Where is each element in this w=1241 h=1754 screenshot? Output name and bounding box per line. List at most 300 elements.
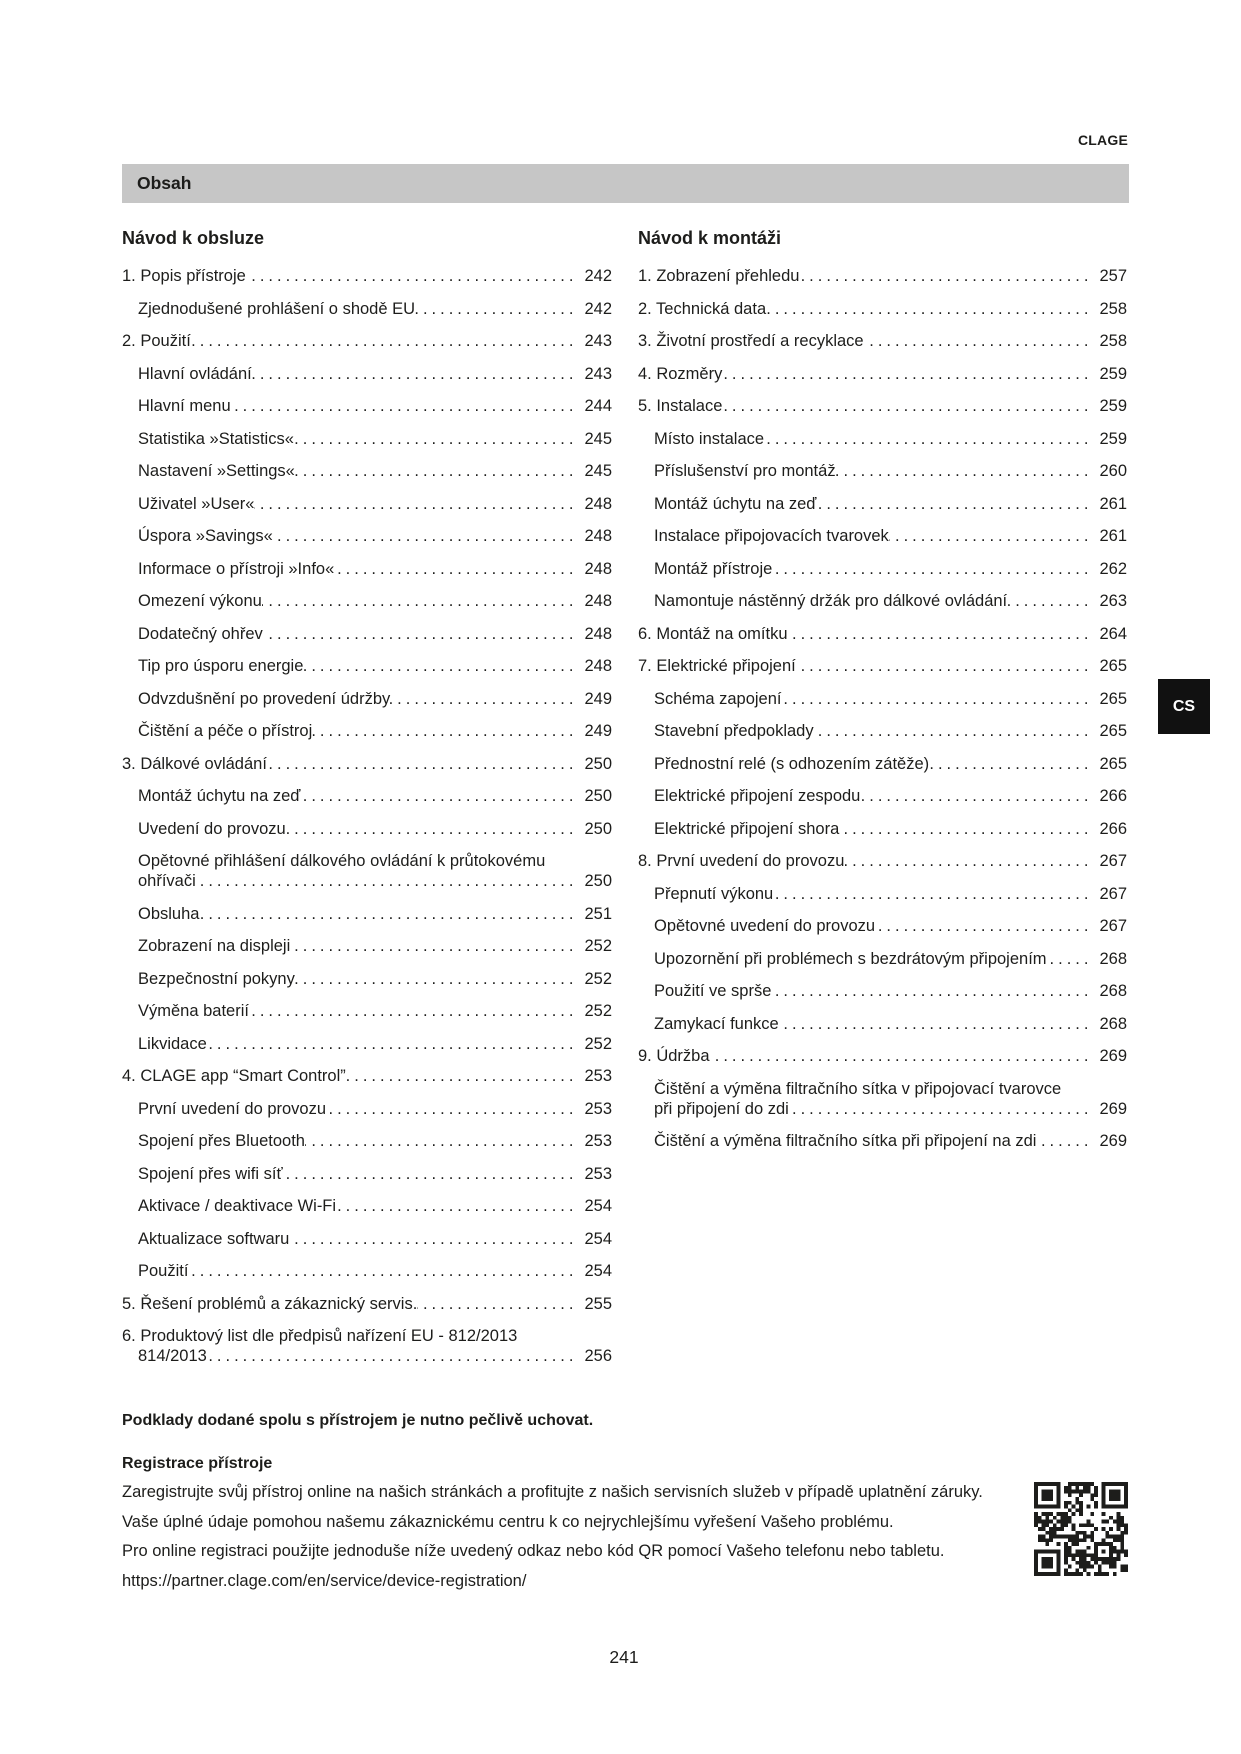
toc-dot-leader: [814, 721, 1093, 741]
toc-entry-title: 2. Technická data: [638, 299, 767, 318]
toc-entry-section: [122, 520, 612, 553]
toc-entry-title: Informace o přístroji »Info«: [138, 559, 335, 578]
toc-entry-page: 260: [1099, 462, 1127, 481]
toc-entry-section: [122, 1158, 612, 1191]
section-title: Obsah: [137, 173, 192, 193]
toc-entry-title: Bezpečnostní pokyny: [138, 969, 295, 988]
toc-list-operating-manual: [122, 260, 612, 1373]
toc-entry-title: Zjednodušené prohlášení o shodě EU: [138, 299, 416, 318]
toc-dot-leader: [764, 429, 1092, 449]
qr-code: [1034, 1482, 1128, 1576]
toc-entry-title: 8. První uvedení do provozu: [638, 852, 845, 871]
toc-list-installation-manual: [638, 260, 1127, 1158]
toc-entry-chapter: [638, 390, 1127, 423]
toc-column-operating-manual: [122, 227, 612, 1373]
toc-entry-title: Schéma zapojení: [654, 689, 782, 708]
toc-entry-chapter: [638, 650, 1127, 683]
toc-entry-line: [122, 1346, 612, 1366]
toc-entry-page: 258: [1099, 299, 1127, 318]
toc-entry-title: Obsluha: [138, 904, 200, 923]
toc-entry-section: [638, 1125, 1127, 1158]
toc-entry-page: 255: [584, 1294, 612, 1313]
toc-entry-chapter: [638, 1040, 1127, 1073]
toc-entry-page: 269: [1099, 1099, 1127, 1118]
toc-dot-leader: [249, 1001, 577, 1021]
toc-entry-line: [122, 754, 612, 774]
toc-entry-page: 254: [584, 1197, 612, 1216]
toc-dot-leader: [295, 969, 578, 989]
registration-url-link[interactable]: https://partner.clage.com/en/service/device-registration/: [122, 1571, 527, 1590]
toc-entry-line: [122, 1326, 612, 1346]
toc-entry-title: Spojení přes Bluetooth: [138, 1132, 305, 1151]
toc-entry-line: [638, 949, 1127, 969]
toc-entry-title: Elektrické připojení zespodu: [654, 787, 861, 806]
toc-dot-leader: [722, 396, 1092, 416]
toc-entry-page: 267: [1099, 917, 1127, 936]
toc-entry-section: [638, 585, 1127, 618]
toc-entry-chapter: [122, 1060, 612, 1093]
toc-entry-line: [122, 1229, 612, 1249]
toc-entry-line: [122, 1001, 612, 1021]
toc-entry-title: Přepnutí výkonu: [654, 884, 774, 903]
toc-entry-line: [122, 494, 612, 514]
toc-entry-page: 243: [584, 332, 612, 351]
toc-entry-page: 267: [1099, 852, 1127, 871]
toc-entry-chapter: [122, 325, 612, 358]
toc-entry-page: 258: [1099, 332, 1127, 351]
toc-dot-leader: [254, 494, 577, 514]
toc-entry-section: [122, 1093, 612, 1126]
toc-dot-leader: [231, 396, 578, 416]
section-header-bar: [122, 164, 1129, 203]
toc-entry-line: [638, 819, 1127, 839]
toc-entry-line: [122, 1034, 612, 1054]
toc-entry-section: [122, 1190, 612, 1223]
toc-entry-section: [122, 683, 612, 716]
toc-entry-section: [638, 715, 1127, 748]
toc-entry-section: [638, 488, 1127, 521]
toc-entry-line: [638, 396, 1127, 416]
toc-entry-section: [638, 813, 1127, 846]
toc-dot-leader: [839, 819, 1092, 839]
toc-entry-line: [638, 331, 1127, 351]
toc-dot-leader: [417, 1294, 577, 1314]
toc-entry-section: [122, 423, 612, 456]
toc-entry-line: [122, 819, 612, 839]
toc-entry-page: 252: [584, 1034, 612, 1053]
toc-dot-leader: [267, 754, 578, 774]
toc-entry-line: [122, 526, 612, 546]
toc-entry-section: [638, 975, 1127, 1008]
toc-dot-leader: [295, 461, 578, 481]
toc-entry-section: [122, 1028, 612, 1061]
toc-entry-title: při připojení do zdi: [654, 1099, 789, 1118]
toc-entry-page: 259: [1099, 429, 1127, 448]
toc-entry-line: [122, 1196, 612, 1216]
toc-dot-leader: [788, 624, 1093, 644]
toc-entry-section: [122, 293, 612, 326]
toc-entry-title: Namontuje nástěnný držák pro dálkové ovládání: [654, 592, 1008, 611]
toc-entry-page: 248: [584, 527, 612, 546]
toc-dot-leader: [246, 266, 578, 286]
toc-entry-section: [122, 898, 612, 931]
toc-dot-leader: [929, 754, 1092, 774]
toc-entry-page: 266: [1099, 819, 1127, 838]
toc-entry-page: 261: [1099, 494, 1127, 513]
toc-entry-page: 248: [584, 559, 612, 578]
toc-entry-section: [122, 618, 612, 651]
toc-dot-leader: [875, 916, 1092, 936]
toc-entry-line: [638, 494, 1127, 514]
toc-entry-title: 5. Instalace: [638, 397, 723, 416]
toc-entry-page: 268: [1099, 1014, 1127, 1033]
toc-entry-line: [638, 916, 1127, 936]
toc-entry-line: [122, 969, 612, 989]
toc-entry-line: [638, 559, 1127, 579]
toc-entry-line: [122, 266, 612, 286]
toc-entry-page: 249: [584, 722, 612, 741]
toc-entry-title: ohřívači: [138, 872, 196, 891]
toc-entry-section: [122, 1255, 612, 1288]
toc-entry-line: [638, 754, 1127, 774]
toc-entry-line: [122, 904, 612, 924]
toc-entry-title: Statistika »Statistics«: [138, 429, 294, 448]
toc-entry-title: Omezení výkonu: [138, 592, 262, 611]
toc-dot-leader: [294, 429, 578, 449]
toc-entry-page: 264: [1099, 624, 1127, 643]
toc-entry-page: 268: [1099, 982, 1127, 1001]
toc-entry-line: [122, 429, 612, 449]
toc-entry-page: 265: [1099, 754, 1127, 773]
toc-entry-line: [638, 1014, 1127, 1034]
toc-entry-title: 4. Rozměry: [638, 364, 723, 383]
toc-entry-chapter: [122, 1288, 612, 1321]
toc-dot-leader: [252, 364, 578, 384]
toc-entry-line: [122, 559, 612, 579]
toc-entry-line: [638, 851, 1127, 871]
registration-text-line: Pro online registraci použijte jednoduše níže uvedený odkaz nebo kód QR pomocí Vašeho telefonu nebo tabletu.: [122, 1542, 945, 1561]
toc-entry-line: [122, 364, 612, 384]
toc-entry-line: [638, 1046, 1127, 1066]
toc-entry-title: Zamykací funkce: [654, 1014, 779, 1033]
toc-entry-title: 1. Zobrazení přehledu: [638, 267, 800, 286]
toc-entry-line: [122, 936, 612, 956]
toc-dot-leader: [346, 1066, 578, 1086]
toc-entry-page: 265: [1099, 722, 1127, 741]
toc-entry-line: [122, 689, 612, 709]
toc-entry-chapter: [638, 358, 1127, 391]
toc-entry-line: [638, 526, 1127, 546]
page-number: 241: [609, 1647, 639, 1667]
toc-entry-page: 252: [584, 969, 612, 988]
toc-entry-title: Příslušenství pro montáž: [654, 462, 836, 481]
toc-entry-line: [122, 1294, 612, 1314]
toc-entry-title: 6. Montáž na omítku: [638, 624, 788, 643]
toc-entry-section: [122, 358, 612, 391]
toc-entry-title: Opětovné uvedení do provozu: [654, 917, 876, 936]
toc-entry-chapter: [122, 260, 612, 293]
toc-entry-chapter: [638, 618, 1127, 651]
toc-entry-line: [122, 624, 612, 644]
toc-entry-title: 6. Produktový list dle předpisů nařízení EU - 812/2013: [122, 1327, 518, 1346]
toc-entry-section: [638, 878, 1127, 911]
toc-entry-title: Výměna baterií: [138, 1002, 249, 1021]
toc-dot-leader: [336, 1196, 577, 1216]
toc-dot-leader: [191, 331, 578, 351]
toc-entry-title: Montáž úchytu na zeď: [654, 494, 817, 513]
toc-dot-leader: [273, 526, 578, 546]
toc-entry-page: 269: [1099, 1047, 1127, 1066]
toc-entry-line: [122, 591, 612, 611]
toc-entry-title: Zobrazení na displeji: [138, 937, 291, 956]
toc-entry-line: [638, 461, 1127, 481]
toc-dot-leader: [289, 1229, 577, 1249]
toc-entry-section: [122, 780, 612, 813]
toc-entry-page: 261: [1099, 527, 1127, 546]
toc-entry-line: [638, 299, 1127, 319]
toc-entry-title: Přednostní relé (s odhozením zátěže): [654, 754, 930, 773]
toc-entry-line: [638, 429, 1127, 449]
toc-entry-line: [638, 884, 1127, 904]
toc-entry-title: Instalace připojovacích tvarovek: [654, 527, 889, 546]
toc-entry-chapter: [638, 325, 1127, 358]
toc-entry-line: [638, 1099, 1127, 1119]
toc-entry-line: [638, 656, 1127, 676]
toc-dot-leader: [283, 1164, 578, 1184]
toc-entry-page: 248: [584, 624, 612, 643]
toc-entry-page: 244: [584, 397, 612, 416]
toc-entry-chapter: [638, 845, 1127, 878]
toc-dot-leader: [303, 656, 577, 676]
toc-entry-page: 253: [584, 1132, 612, 1151]
toc-entry-page: 269: [1099, 1132, 1127, 1151]
toc-entry-title: Nastavení »Settings«: [138, 462, 295, 481]
toc-heading-installation-manual: Návod k montáži: [638, 228, 782, 248]
toc-entry-title: Aktualizace softwaru: [138, 1229, 290, 1248]
toc-entry-page: 250: [584, 787, 612, 806]
toc-entry-line: [122, 1099, 612, 1119]
toc-entry-line: [638, 1131, 1127, 1151]
toc-entry-section: [638, 553, 1127, 586]
toc-entry-title: Hlavní menu: [138, 397, 231, 416]
toc-entry-line: [122, 299, 612, 319]
toc-entry-title: 3. Dálkové ovládání: [122, 754, 267, 773]
toc-entry-title: 814/2013: [138, 1347, 207, 1366]
toc-entry-line: [122, 1131, 612, 1151]
toc-entry-line: [638, 1079, 1127, 1099]
toc-entry-page: 256: [584, 1347, 612, 1366]
toc-entry-line: [122, 331, 612, 351]
toc-entry-title: Elektrické připojení shora: [654, 819, 840, 838]
toc-entry-title: Aktivace / deaktivace Wi-Fi: [138, 1197, 337, 1216]
toc-dot-leader: [262, 591, 578, 611]
toc-entry-section: [122, 488, 612, 521]
toc-dot-leader: [290, 936, 577, 956]
toc-entry-title: Upozornění při problémech s bezdrátovým připojením: [654, 949, 1047, 968]
toc-dot-leader: [199, 904, 577, 924]
toc-dot-leader: [207, 1034, 578, 1054]
toc-entry-line: [638, 981, 1127, 1001]
toc-dot-leader: [312, 721, 577, 741]
toc-entry-title: 1. Popis přístroje: [122, 267, 246, 286]
toc-entry-section: [638, 910, 1127, 943]
toc-dot-leader: [836, 461, 1093, 481]
toc-entry-chapter: [122, 1320, 612, 1373]
toc-entry-page: 268: [1099, 949, 1127, 968]
documents-keep-notice: Podklady dodané spolu s přístrojem je nutno pečlivě uchovat.: [122, 1412, 594, 1429]
toc-entry-title: 4. CLAGE app “Smart Control”: [122, 1067, 346, 1086]
toc-entry-page: 245: [584, 429, 612, 448]
toc-dot-leader: [779, 1014, 1093, 1034]
toc-dot-leader: [766, 299, 1092, 319]
toc-dot-leader: [799, 266, 1092, 286]
toc-entry-title: Hlavní ovládání: [138, 364, 252, 383]
toc-entry-section: [122, 813, 612, 846]
toc-entry-section: [122, 585, 612, 618]
toc-entry-line: [122, 721, 612, 741]
registration-title: Registrace přístroje: [122, 1455, 273, 1472]
toc-entry-line: [122, 656, 612, 676]
toc-dot-leader: [326, 1099, 577, 1119]
toc-entry-page: 250: [584, 754, 612, 773]
toc-entry-page: 266: [1099, 787, 1127, 806]
registration-text: [122, 1478, 983, 1596]
toc-entry-title: 9. Údržba: [638, 1047, 710, 1066]
toc-entry-section: [122, 715, 612, 748]
toc-entry-page: 248: [584, 494, 612, 513]
toc-entry-title: 2. Použití: [122, 332, 191, 351]
toc-dot-leader: [188, 1261, 577, 1281]
toc-dot-leader: [889, 526, 1093, 546]
toc-entry-section: [638, 780, 1127, 813]
toc-dot-leader: [300, 786, 577, 806]
toc-entry-section: [638, 1073, 1127, 1126]
toc-entry-title: 5. Řešení problémů a zákaznický servis.: [122, 1294, 418, 1313]
toc-entry-page: 253: [584, 1067, 612, 1086]
toc-dot-leader: [796, 656, 1093, 676]
toc-entry-section: [638, 683, 1127, 716]
toc-entry-section: [122, 553, 612, 586]
language-tab: [1158, 679, 1210, 734]
toc-entry-page: 257: [1099, 267, 1127, 286]
brand-name: CLAGE: [1078, 132, 1128, 148]
toc-entry-page: 242: [584, 267, 612, 286]
toc-entry-section: [638, 455, 1127, 488]
toc-entry-line: [638, 591, 1127, 611]
toc-entry-line: [122, 871, 612, 891]
toc-entry-chapter: [638, 260, 1127, 293]
toc-entry-title: První uvedení do provozu: [138, 1099, 327, 1118]
toc-entry-title: 7. Elektrické připojení: [638, 657, 796, 676]
toc-entry-page: 267: [1099, 884, 1127, 903]
toc-entry-section: [122, 650, 612, 683]
toc-entry-page: 250: [584, 819, 612, 838]
toc-entry-section: [638, 1008, 1127, 1041]
toc-entry-line: [122, 786, 612, 806]
toc-entry-page: 265: [1099, 689, 1127, 708]
toc-entry-page: 253: [584, 1164, 612, 1183]
toc-dot-leader: [305, 1131, 578, 1151]
toc-dot-leader: [286, 819, 578, 839]
toc-entry-section: [122, 930, 612, 963]
toc-entry-line: [638, 786, 1127, 806]
toc-entry-page: 248: [584, 657, 612, 676]
toc-entry-page: 252: [584, 937, 612, 956]
toc-entry-title: Použití ve sprše: [654, 982, 772, 1001]
toc-entry-chapter: [638, 293, 1127, 326]
toc-entry-section: [122, 845, 612, 898]
toc-entry-title: Čištění a výměna filtračního sítka při připojení na zdi: [654, 1132, 1037, 1151]
toc-entry-page: 243: [584, 364, 612, 383]
toc-entry-line: [122, 396, 612, 416]
toc-dot-leader: [1007, 591, 1092, 611]
toc-dot-leader: [844, 851, 1092, 871]
toc-entry-line: [122, 1066, 612, 1086]
toc-entry-page: 249: [584, 689, 612, 708]
toc-entry-section: [122, 455, 612, 488]
toc-dot-leader: [782, 689, 1093, 709]
toc-entry-page: 245: [584, 462, 612, 481]
toc-dot-leader: [263, 624, 578, 644]
registration-text-line: Zaregistrujte svůj přístroj online na našich stránkách a profitujte z našich servisních služeb v případě uplatnění záruky.: [122, 1483, 983, 1501]
toc-dot-leader: [207, 1346, 578, 1366]
toc-entry-page: 253: [584, 1099, 612, 1118]
toc-dot-leader: [771, 981, 1092, 1001]
toc-dot-leader: [710, 1046, 1093, 1066]
toc-entry-line: [122, 1164, 612, 1184]
toc-entry-page: 254: [584, 1262, 612, 1281]
toc-entry-line: [122, 461, 612, 481]
toc-dot-leader: [789, 1099, 1093, 1119]
toc-entry-title: Odvzdušnění po provedení údržby: [138, 689, 391, 708]
toc-entry-line: [638, 364, 1127, 384]
toc-entry-page: 263: [1099, 592, 1127, 611]
toc-entry-section: [638, 943, 1127, 976]
toc-dot-leader: [773, 884, 1092, 904]
toc-column-installation-manual: [638, 227, 1127, 1158]
toc-entry-section: [638, 423, 1127, 456]
toc-dot-leader: [860, 786, 1092, 806]
toc-entry-title: Montáž přístroje: [654, 559, 773, 578]
toc-dot-leader: [816, 494, 1092, 514]
toc-entry-page: 259: [1099, 397, 1127, 416]
toc-entry-line: [638, 689, 1127, 709]
toc-entry-section: [122, 1125, 612, 1158]
registration-text-line: Vaše úplné údaje pomohou našemu zákaznickému centru k co nejrychlejšímu vyřešení Vašeho problému.: [122, 1512, 894, 1531]
toc-dot-leader: [415, 299, 577, 319]
toc-entry-section: [638, 520, 1127, 553]
toc-dot-leader: [722, 364, 1092, 384]
toc-entry-title: Likvidace: [138, 1034, 207, 1053]
toc-entry-title: Dodatečný ohřev: [138, 624, 263, 643]
toc-entry-page: 248: [584, 592, 612, 611]
toc-entry-page: 254: [584, 1229, 612, 1248]
toc-entry-title: 3. Životní prostředí a recyklace: [638, 332, 864, 351]
toc-entry-line: [638, 721, 1127, 741]
toc-entry-page: 259: [1099, 364, 1127, 383]
toc-entry-title: Uživatel »User«: [138, 494, 255, 513]
toc-entry-title: Úspora »Savings«: [138, 527, 273, 546]
toc-dot-leader: [772, 559, 1092, 579]
toc-heading-operating-manual: Návod k obsluze: [122, 228, 265, 248]
toc-entry-title: Uvedení do provozu: [138, 819, 286, 838]
toc-entry-page: 242: [584, 299, 612, 318]
toc-dot-leader: [864, 331, 1093, 351]
toc-dot-leader: [1036, 1131, 1092, 1151]
toc-entry-title: Stavební předpoklady: [654, 722, 814, 741]
toc-entry-line: [122, 851, 612, 871]
toc-entry-line: [638, 624, 1127, 644]
